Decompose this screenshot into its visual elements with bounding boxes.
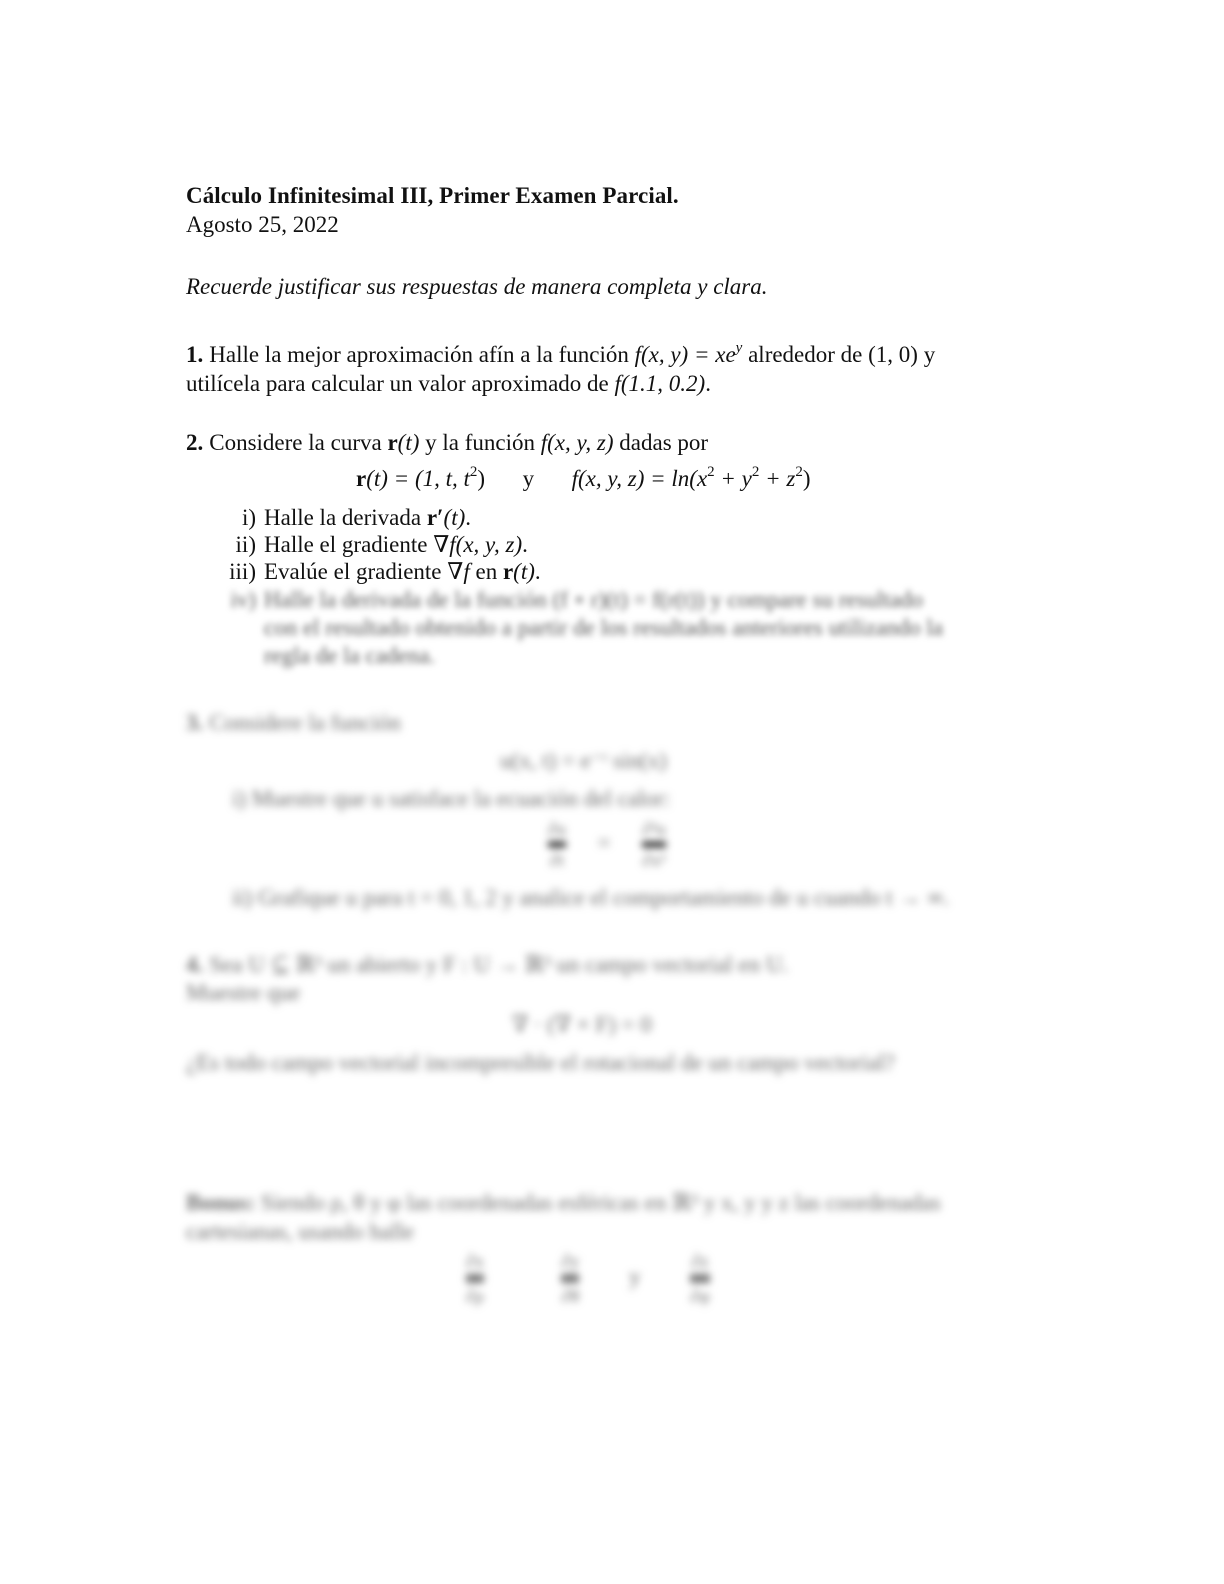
- fraction-d2u-dx2: [642, 818, 665, 871]
- fraction-bar: [561, 1274, 579, 1283]
- fraction-bar: [466, 1274, 484, 1283]
- math-gradient: ∇f: [447, 559, 470, 584]
- question-4-line-1: [186, 952, 788, 978]
- item-punct: .: [534, 559, 541, 584]
- item-label: i): [241, 505, 256, 530]
- fraction-bar: [690, 1274, 709, 1283]
- bonus-label: Bonus:: [186, 1190, 256, 1215]
- fraction-denominator: ∂t: [550, 850, 564, 870]
- question-4-line-2: Muestre que: [186, 980, 301, 1005]
- math-exponent: 2: [795, 464, 803, 481]
- item-text: Halle la derivada: [264, 505, 427, 530]
- fraction-denominator: ∂ρ: [466, 1286, 484, 1306]
- item-label: iv): [230, 587, 256, 612]
- math-exponent: 2: [751, 464, 760, 481]
- math-equals: =: [597, 829, 611, 855]
- math-exponent: 2: [707, 464, 715, 481]
- question-4-display: ∇ · (∇ × F) = 0: [512, 1012, 652, 1037]
- item-text: Evalúe el gradiente: [264, 559, 448, 584]
- item-label: ii): [235, 532, 256, 557]
- question-text: .: [705, 371, 711, 396]
- fraction-bar: [642, 842, 665, 847]
- question-text: dadas por: [613, 430, 709, 455]
- math-vector-r: r: [387, 430, 398, 455]
- math-vector-r: r: [356, 466, 367, 491]
- exam-title: Cálculo Infinitesimal III, Primer Examen Parcial.: [186, 183, 679, 208]
- bonus-fractions: [458, 1250, 718, 1307]
- question-1: [186, 340, 1036, 398]
- math-evaluation: f(1.1, 0.2): [614, 371, 706, 396]
- question-text: utilícela para calcular un valor aproximado de: [186, 371, 615, 396]
- question-1-line-1: [186, 340, 1036, 369]
- fraction-numerator: ∂²u: [642, 819, 666, 839]
- fraction-dz-dphi: [690, 1250, 709, 1307]
- math-gradient: ∇f(x, y, z): [433, 532, 523, 557]
- question-text: Considere la función: [209, 710, 401, 735]
- question-2-item-iii: [186, 559, 541, 585]
- item-punct: .: [522, 532, 528, 557]
- bonus-line-2: cartesianas, usando halle: [186, 1219, 414, 1244]
- question-4-question: ¿Es todo campo vectorial incompresible el rotacional de un campo vectorial?: [186, 1050, 895, 1075]
- exam-date: Agosto 25, 2022: [186, 212, 339, 237]
- question-text: alrededor de (1, 0) y: [742, 342, 936, 367]
- question-1-line-2: [186, 369, 1036, 398]
- item-iv-line-2: con el resultado obtenido a partir de los resultados anteriores utilizando la: [264, 615, 943, 640]
- math-function: f(x, y) = xe: [634, 342, 736, 367]
- question-2-item-i: [186, 505, 471, 531]
- math-exponent: y: [735, 340, 743, 357]
- math-vector-r-prime: r′: [426, 505, 444, 530]
- fraction-denominator: ∂φ: [690, 1286, 710, 1306]
- question-3-item-i: i) Muestre que u satisface la ecuación del calor:: [232, 786, 671, 811]
- math-curve-definition: (t) = (1, t, t: [366, 466, 470, 491]
- question-text: Halle la mejor aproximación afín a la función: [209, 342, 635, 367]
- fraction-numerator: ∂z: [691, 1251, 709, 1271]
- fraction-numerator: ∂u: [548, 819, 566, 839]
- math-arg: (t): [513, 559, 535, 584]
- question-3-display: u(x, t) = e⁻ᵗ sin(x): [500, 748, 667, 773]
- fraction-du-dt: [548, 818, 566, 871]
- fraction-denominator: ∂x²: [642, 850, 666, 870]
- bonus-line-1: [186, 1190, 941, 1216]
- math-term: + y: [714, 466, 752, 491]
- fraction-dx-drho: [466, 1250, 484, 1307]
- question-text: y la función: [419, 430, 541, 455]
- question-3-intro: [186, 710, 401, 736]
- item-text: en: [469, 559, 503, 584]
- question-number: 3.: [186, 710, 204, 735]
- fraction-numerator: ∂y: [561, 1251, 580, 1271]
- item-iv-line-1: [186, 587, 923, 613]
- question-2-item-ii: [186, 532, 528, 558]
- math-arg: (t): [397, 430, 420, 455]
- math-connector: y: [629, 1263, 641, 1289]
- fraction-bar: [548, 842, 566, 847]
- question-2-display-equation: [356, 466, 811, 492]
- math-function-definition: f(x, y, z) = ln(x: [571, 466, 708, 491]
- fraction-denominator: ∂θ: [561, 1286, 580, 1306]
- question-number: 1.: [186, 342, 204, 367]
- item-text: Halle el gradiente: [264, 532, 434, 557]
- question-text: Sea U ⊆ ℝ³ un abierto y F : U → ℝ³ un campo vectorial en U.: [209, 952, 789, 977]
- math-paren: ): [802, 466, 811, 491]
- math-connector: y: [522, 466, 535, 491]
- math-function: f(x, y, z): [540, 430, 614, 455]
- math-term: + z: [759, 466, 796, 491]
- fraction-numerator: ∂x: [466, 1251, 484, 1271]
- question-2-intro: [186, 428, 1036, 457]
- question-number: 2.: [186, 430, 204, 455]
- question-text: Considere la curva: [209, 430, 388, 455]
- math-exponent: 2: [469, 464, 478, 481]
- fraction-dy-dtheta: [561, 1250, 579, 1307]
- item-label: iii): [229, 559, 256, 584]
- item-punct: .: [465, 505, 471, 530]
- math-arg: (t): [443, 505, 466, 530]
- exam-instruction: Recuerde justificar sus respuestas de manera completa y clara.: [186, 274, 768, 299]
- math-vector-r: r: [502, 559, 514, 584]
- question-3-item-ii: ii) Grafique u para t = 0, 1, 2 y analice el comportamiento de u cuando t → ∞.: [232, 885, 950, 910]
- question-number: 4.: [186, 952, 204, 977]
- math-paren: ): [477, 466, 486, 491]
- heat-equation: [540, 818, 674, 871]
- item-text: Halle la derivada de la función (f ∘ r)(t) = f(r(t)) y compare su resultado: [264, 587, 924, 612]
- bonus-text: Siendo ρ, θ y φ las coordenadas esféricas en ℝ³ y x, y y z las coordenadas: [260, 1190, 941, 1215]
- item-iv-line-3: regla de la cadena.: [264, 643, 436, 668]
